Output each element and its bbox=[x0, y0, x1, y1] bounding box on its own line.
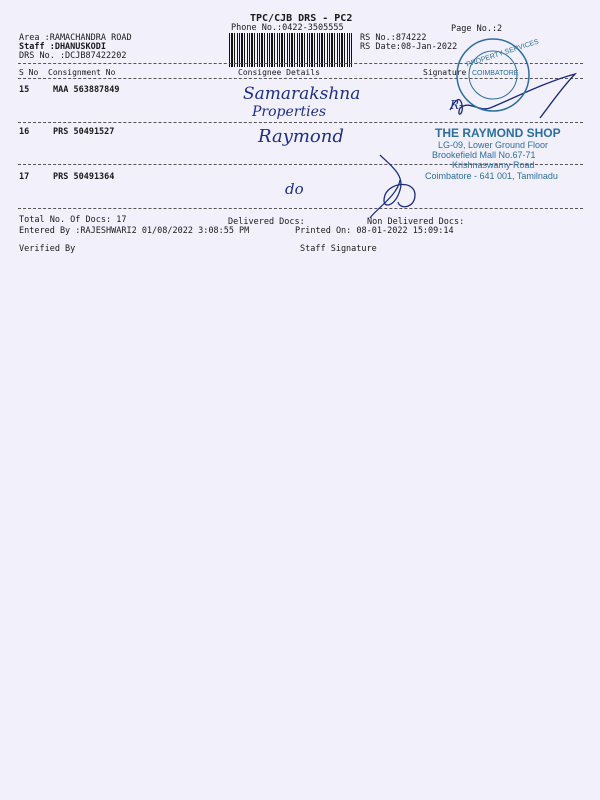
row-sno: 15 bbox=[19, 85, 30, 95]
row-consignment: MAA 563887849 bbox=[53, 85, 120, 95]
handwritten-consignee: Properties bbox=[252, 104, 327, 120]
non-delivered-docs: Non Delivered Docs: bbox=[367, 217, 465, 227]
entered-by: Entered By :RAJESHWARI2 01/08/2022 3:08:55 PM bbox=[19, 226, 250, 236]
page-number: Page No.:2 bbox=[451, 24, 503, 34]
barcode bbox=[229, 33, 352, 67]
staff-label: Staff :DHANUSKODI bbox=[19, 42, 106, 52]
delivered-docs: Delivered Docs: bbox=[228, 217, 305, 227]
document-title: TPC/CJB DRS - PC2 bbox=[250, 13, 353, 24]
handwritten-consignee: Raymond bbox=[258, 126, 344, 147]
stamp-round-city: COIMBATORE bbox=[472, 70, 519, 77]
stamp-shop-name: THE RAYMOND SHOP bbox=[435, 126, 561, 140]
col-consignee: Consignee Details bbox=[238, 68, 320, 77]
total-docs: Total No. Of Docs: 17 bbox=[19, 215, 127, 225]
stamp-address: Krishnaswamy Road bbox=[452, 160, 535, 170]
row-sno: 17 bbox=[19, 172, 30, 182]
phone-number: Phone No.:0422-3505555 bbox=[231, 23, 344, 33]
verified-by: Verified By bbox=[19, 244, 76, 254]
printed-on: Printed On: 08-01-2022 15:09:14 bbox=[295, 226, 454, 236]
stamp-round-text: PROPERTY SERVICES bbox=[465, 38, 540, 69]
area-label: Area :RAMACHANDRA ROAD bbox=[19, 33, 132, 43]
col-consignment: Consignment No bbox=[48, 68, 116, 77]
stamp-address: Brookefield Mall No.67-71 bbox=[432, 150, 536, 160]
col-sno: S No bbox=[19, 68, 39, 77]
handwritten-consignee: Samarakshna bbox=[243, 84, 361, 104]
row-sno: 16 bbox=[19, 127, 30, 137]
handwritten-ditto: do bbox=[285, 180, 304, 198]
col-signature: Signature bbox=[423, 68, 467, 77]
row-consignment: PRS 50491364 bbox=[53, 172, 115, 182]
staff-signature: Staff Signature bbox=[300, 244, 377, 254]
rs-number: RS No.:874222 bbox=[360, 33, 427, 43]
row-consignment: PRS 50491527 bbox=[53, 127, 115, 137]
signature-initial: R- bbox=[450, 98, 464, 112]
stamp-address: Coimbatore - 641 001, Tamilnadu bbox=[425, 171, 558, 181]
drs-number: DRS No. :DCJB87422202 bbox=[19, 51, 127, 61]
stamp-address: LG-09, Lower Ground Floor bbox=[438, 140, 549, 150]
rs-date: RS Date:08-Jan-2022 bbox=[360, 42, 458, 52]
